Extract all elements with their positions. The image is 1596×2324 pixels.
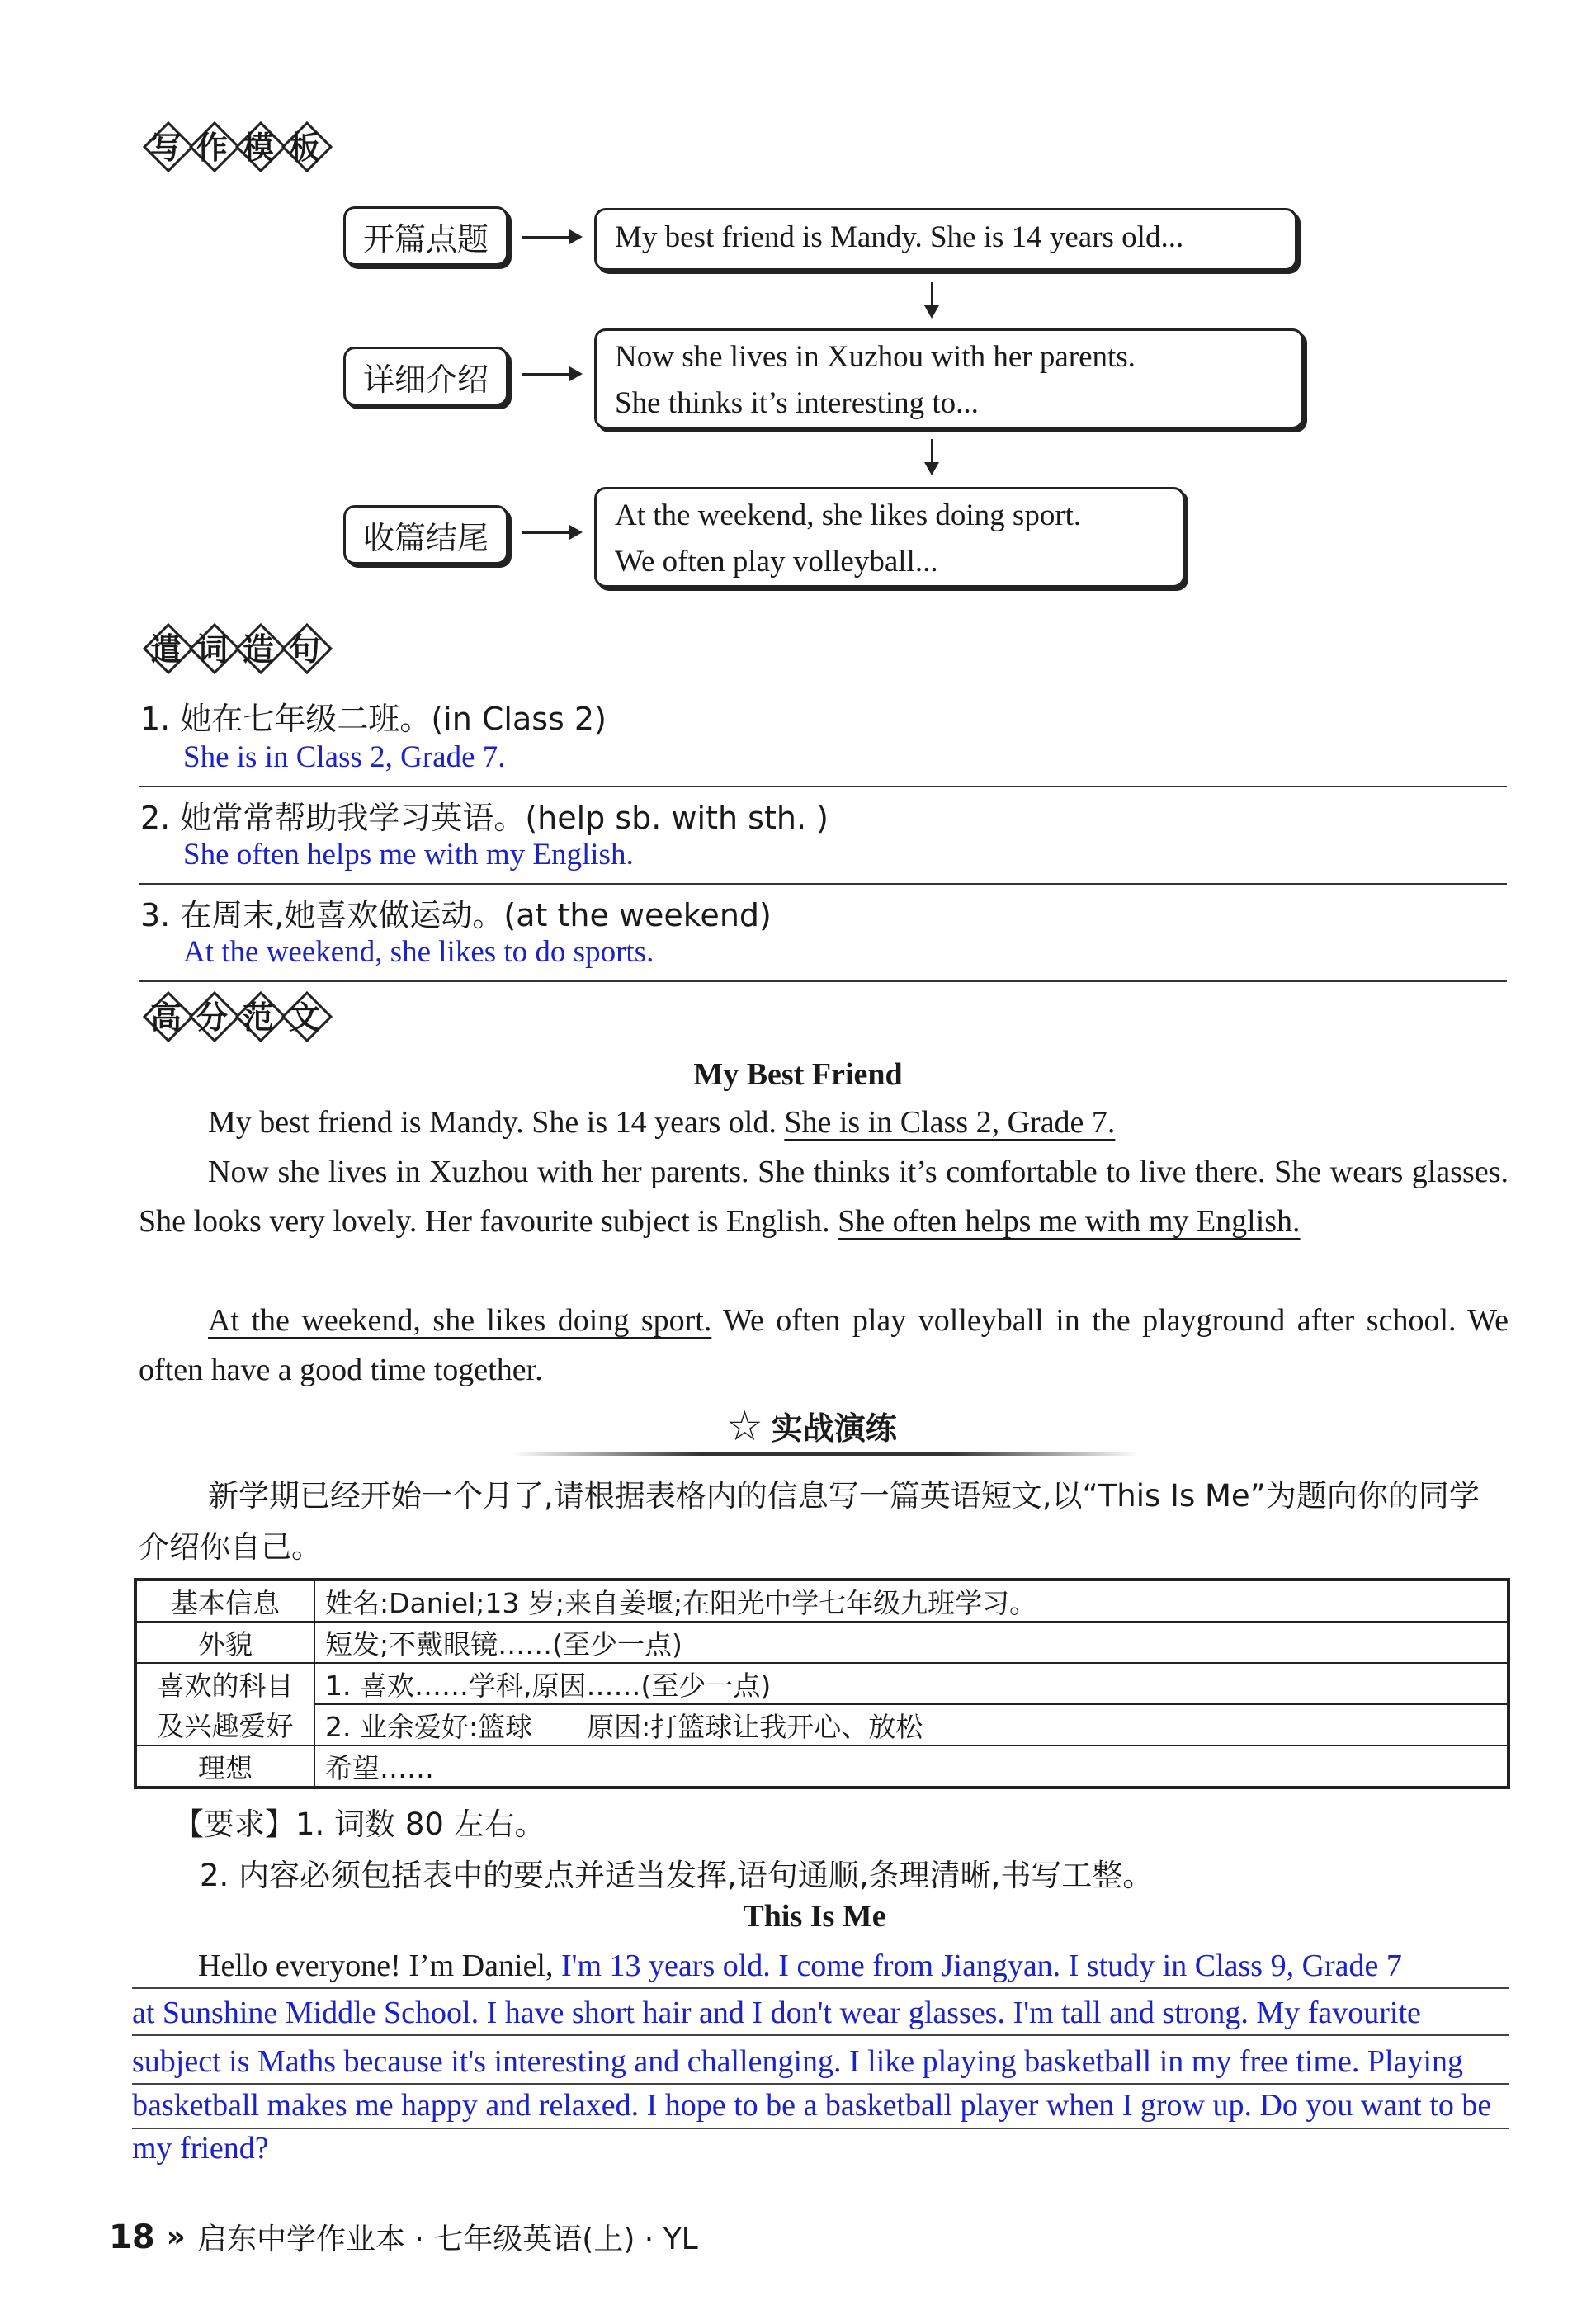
answer-line bbox=[139, 980, 1507, 982]
table-value: 希望…… bbox=[314, 1745, 1509, 1788]
essay-text: We often play volleyball in the playground after school. We often have a good time together. bbox=[139, 1303, 1509, 1387]
page-footer bbox=[109, 2216, 698, 2258]
flow-box-detail bbox=[594, 328, 1304, 429]
practice-essay-line-1 bbox=[198, 1942, 1402, 1990]
flow-box-text: We often play volleyball... bbox=[615, 545, 938, 579]
flow-box-opening bbox=[594, 208, 1297, 271]
section-title-sentence bbox=[145, 626, 325, 667]
practice-prompt: 新学期已经开始一个月了,请根据表格内的信息写一篇英语短文,以“This Is Me”为题向你的同学介绍你自己。 bbox=[139, 1478, 1480, 1565]
title-char: 句 bbox=[284, 626, 325, 667]
star-icon: ☆ bbox=[726, 1402, 763, 1449]
table-key: 外貌 bbox=[135, 1622, 314, 1663]
practice-essay-line-3: subject is Maths because it's interesting and challenging. I like playing basketball in my free time. Playing bbox=[132, 2044, 1464, 2079]
practice-essay-line-4: basketball makes me happy and relaxed. I hope to be a basketball player when I grow up. Do you want to be bbox=[132, 2088, 1492, 2123]
title-char: 分 bbox=[191, 994, 233, 1035]
essay-underlined: She is in Class 2, Grade 7. bbox=[784, 1105, 1116, 1140]
table-key: 基本信息 bbox=[135, 1580, 314, 1622]
question-2: 2. 她常常帮助我学习英语。(help sb. with sth. ) bbox=[140, 800, 829, 836]
title-char: 板 bbox=[284, 124, 325, 165]
flow-label-opening: 开篇点题 bbox=[343, 206, 508, 266]
title-char: 作 bbox=[191, 124, 233, 165]
answer-1: She is in Class 2, Grade 7. bbox=[183, 740, 506, 774]
essay-underlined: She often helps me with my English. bbox=[838, 1204, 1301, 1239]
essay-text: My best friend is Mandy. She is 14 years old. bbox=[208, 1105, 785, 1140]
essay-title: My Best Friend bbox=[693, 1057, 903, 1092]
flow-box-text: At the weekend, she likes doing sport. bbox=[615, 498, 1082, 532]
arrow-down-icon bbox=[931, 439, 933, 472]
page-number: 18 bbox=[109, 2218, 155, 2256]
title-char: 文 bbox=[284, 994, 325, 1035]
title-char: 写 bbox=[145, 124, 187, 165]
title-char: 范 bbox=[238, 994, 279, 1035]
table-row bbox=[135, 1663, 1509, 1704]
practice-banner bbox=[726, 1403, 902, 1448]
table-value: 2. 业余爱好:篮球 原因:打篮球让我开心、放松 bbox=[314, 1704, 1509, 1745]
title-char: 高 bbox=[145, 994, 187, 1035]
essay-answer-text: I'm 13 years old. I come from Jiangyan. I study in Class 9, Grade 7 bbox=[561, 1948, 1402, 1983]
flow-box-text: She thinks it’s interesting to... bbox=[615, 386, 979, 420]
title-char: 造 bbox=[238, 626, 279, 667]
banner-line bbox=[512, 1452, 1139, 1456]
practice-essay-title: This Is Me bbox=[743, 1899, 886, 1934]
answer-line bbox=[139, 786, 1507, 787]
flow-label-detail: 详细介绍 bbox=[343, 347, 508, 406]
essay-paragraph-3 bbox=[139, 1296, 1509, 1395]
answer-3: At the weekend, she likes to do sports. bbox=[183, 935, 654, 969]
practice-essay-line-2: at Sunshine Middle School. I have short hair and I don't wear glasses. I'm tall and strong. My favourite bbox=[132, 1996, 1421, 2030]
info-table bbox=[134, 1578, 1510, 1789]
table-key: 喜欢的科目 bbox=[135, 1663, 314, 1704]
chevron-right-icon: » bbox=[166, 2220, 186, 2254]
arrow-right-icon bbox=[522, 531, 579, 534]
section-title-model bbox=[145, 994, 325, 1035]
essay-text: Hello everyone! I’m Daniel, bbox=[198, 1948, 561, 1983]
answer-line bbox=[132, 2034, 1509, 2036]
answer-line bbox=[139, 883, 1507, 885]
table-value: 短发;不戴眼镜……(至少一点) bbox=[314, 1622, 1509, 1663]
question-3: 3. 在周末,她喜欢做运动。(at the weekend) bbox=[140, 897, 772, 933]
table-value: 1. 喜欢……学科,原因……(至少一点) bbox=[314, 1663, 1509, 1704]
arrow-down-icon bbox=[931, 282, 933, 315]
table-row bbox=[135, 1745, 1509, 1788]
table-row bbox=[135, 1704, 1509, 1745]
answer-2: She often helps me with my English. bbox=[183, 838, 634, 872]
table-key: 及兴趣爱好 bbox=[135, 1704, 314, 1745]
requirement-2: 2. 内容必须包括表中的要点并适当发挥,语句通顺,条理清晰,书写工整。 bbox=[200, 1858, 1154, 1893]
flow-label-ending: 收篇结尾 bbox=[343, 505, 508, 564]
title-char: 模 bbox=[238, 124, 279, 165]
essay-paragraph-1 bbox=[139, 1098, 1509, 1147]
arrow-right-icon bbox=[522, 373, 579, 376]
essay-paragraph-2 bbox=[139, 1147, 1509, 1246]
table-key: 理想 bbox=[135, 1745, 314, 1788]
essay-text: Now she lives in Xuzhou with her parents. She thinks it’s comfortable to live there. She wears glasses. She looks very lovely. Her favourite subject is English. bbox=[139, 1155, 1509, 1239]
practice-essay-line-5: my friend? bbox=[132, 2131, 269, 2166]
table-value: 姓名:Daniel;13 岁;来自姜堰;在阳光中学七年级九班学习。 bbox=[314, 1580, 1509, 1622]
flow-box-ending bbox=[594, 487, 1185, 588]
section-title-template bbox=[145, 124, 325, 165]
requirement-1: 【要求】1. 词数 80 左右。 bbox=[173, 1807, 545, 1842]
banner-text: 实战演练 bbox=[767, 1403, 902, 1448]
title-char: 词 bbox=[191, 626, 233, 667]
flow-box-text: My best friend is Mandy. She is 14 years old... bbox=[615, 220, 1184, 254]
flow-box-text: Now she lives in Xuzhou with her parents. bbox=[615, 340, 1136, 374]
table-row bbox=[135, 1580, 1509, 1622]
title-char: 遣 bbox=[145, 626, 187, 667]
arrow-right-icon bbox=[522, 236, 579, 239]
essay-underlined: At the weekend, she likes doing sport. bbox=[208, 1303, 712, 1338]
table-row bbox=[135, 1622, 1509, 1663]
footer-text: 启东中学作业本 · 七年级英语(上) · YL bbox=[196, 2222, 698, 2256]
question-1: 1. 她在七年级二班。(in Class 2) bbox=[140, 701, 607, 737]
